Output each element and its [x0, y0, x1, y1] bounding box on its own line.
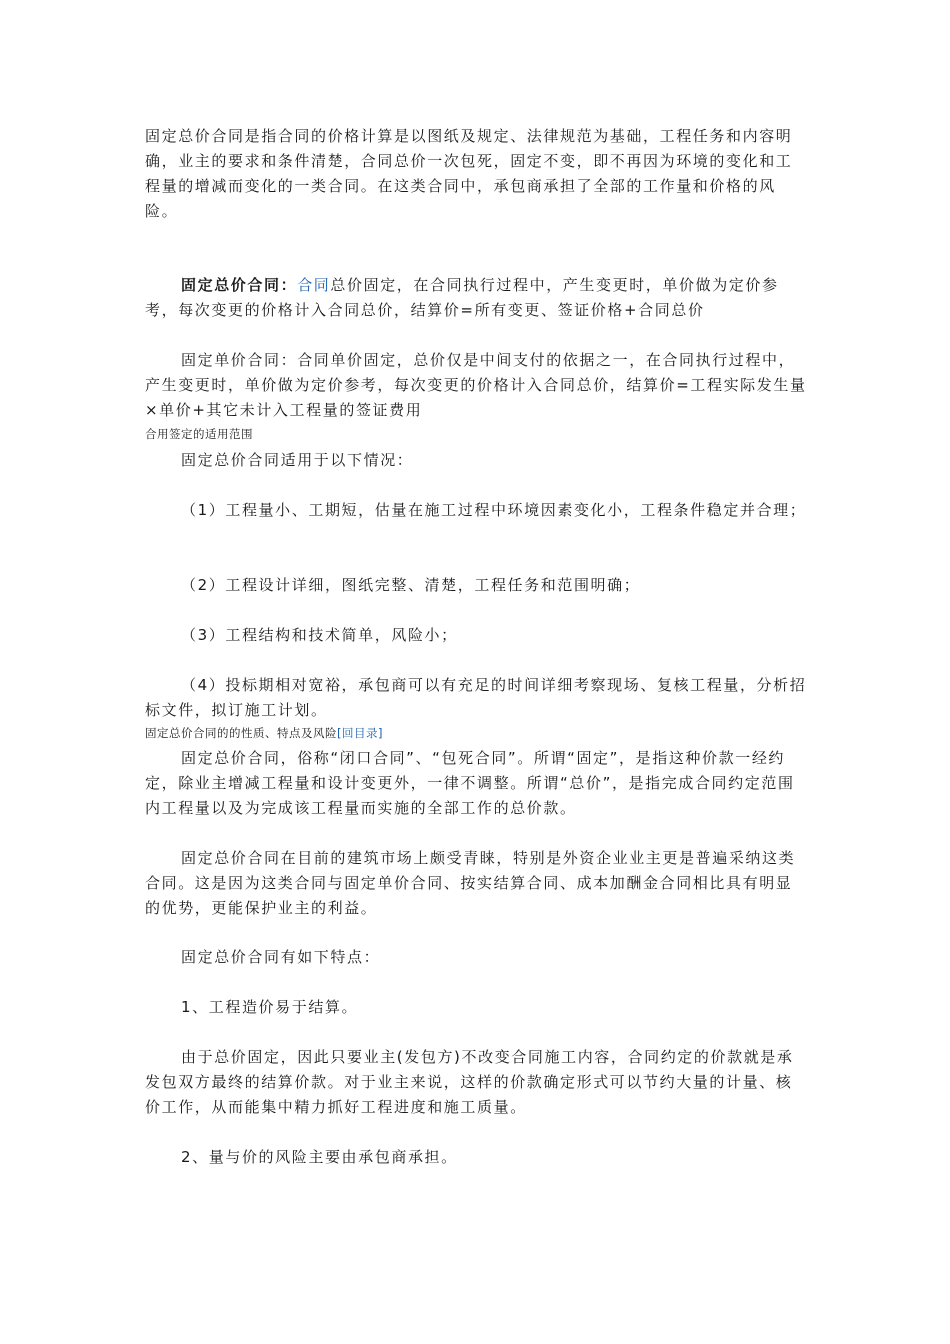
scope-item-2: （2）工程设计详细，图纸完整、清楚，工程任务和范围明确； — [181, 576, 641, 594]
scope-item-3: （3）工程结构和技术简单，风险小； — [181, 626, 458, 644]
unit-price-definition: 固定单价合同：合同单价固定，总价仅是中间支付的依据之一，在合同执行过程中，产生变更时，单价做为定价参考，每次变更的价格计入合同总价，结算价=工程实际发生量×单价+其它未计入工程量的签证费用 — [145, 351, 807, 419]
scope-item-4: （4）投标期相对宽裕，承包商可以有充足的时间详细考察现场、复核工程量，分析招标文件，拟订施工计划。 — [145, 676, 807, 719]
nature-paragraph-1: 固定总价合同，俗称“闭口合同”、“包死合同”。所谓“固定”，是指这种价款一经约定，除业主增减工程量和设计变更外，一律不调整。所谓“总价”，是指完成合同约定范围内工程量以及为完成该工程量而实施的全部工作的总价款。 — [145, 749, 795, 817]
intro-paragraph: 固定总价合同是指合同的价格计算是以图纸及规定、法律规范为基础，工程任务和内容明确，业主的要求和条件清楚，合同总价一次包死，固定不变，即不再因为环境的变化和工程量的增减而变化的一类合同。在这类合同中，承包商承担了全部的工作量和价格的风险。 — [145, 127, 793, 220]
feature-1-text: 由于总价固定，因此只要业主(发包方)不改变合同施工内容，合同约定的价款就是承发包双方最终的结算价款。对于业主来说，这样的价款确定形式可以节约大量的计量、核价工作，从而能集中精力抓好工程进度和施工质量。 — [145, 1048, 794, 1116]
lump-sum-label: 固定总价合同： — [181, 276, 298, 294]
scope-item-1: （1）工程量小、工期短，估量在施工过程中环境因素变化小，工程条件稳定并合理； — [181, 501, 807, 519]
contract-link[interactable]: 合同 — [297, 276, 331, 294]
features-intro: 固定总价合同有如下特点： — [181, 948, 381, 966]
nature-heading-text: 固定总价合同的的性质、特点及风险 — [145, 726, 337, 740]
lump-sum-definition — [145, 273, 807, 323]
lump-sum-text: 总价固定，在合同执行过程中，产生变更时，单价做为定价参考，每次变更的价格计入合同总价，结算价=所有变更、签证价格+合同总价 — [145, 276, 779, 319]
scope-intro: 固定总价合同适用于以下情况： — [181, 451, 414, 469]
nature-paragraph-2: 固定总价合同在目前的建筑市场上颇受青睐，特别是外资企业业主更是普遍采纳这类合同。这是因为这类合同与固定单价合同、按实结算合同、成本加酬金合同相比具有明显的优势，更能保护业主的利益。 — [145, 849, 796, 917]
feature-1-title: 1、工程造价易于结算。 — [181, 998, 359, 1016]
nature-heading — [145, 725, 383, 741]
back-to-contents-link[interactable]: [回目录] — [337, 726, 383, 740]
feature-2-title: 2、量与价的风险主要由承包商承担。 — [181, 1148, 458, 1166]
scope-heading: 合用签定的适用范围 — [145, 427, 253, 441]
